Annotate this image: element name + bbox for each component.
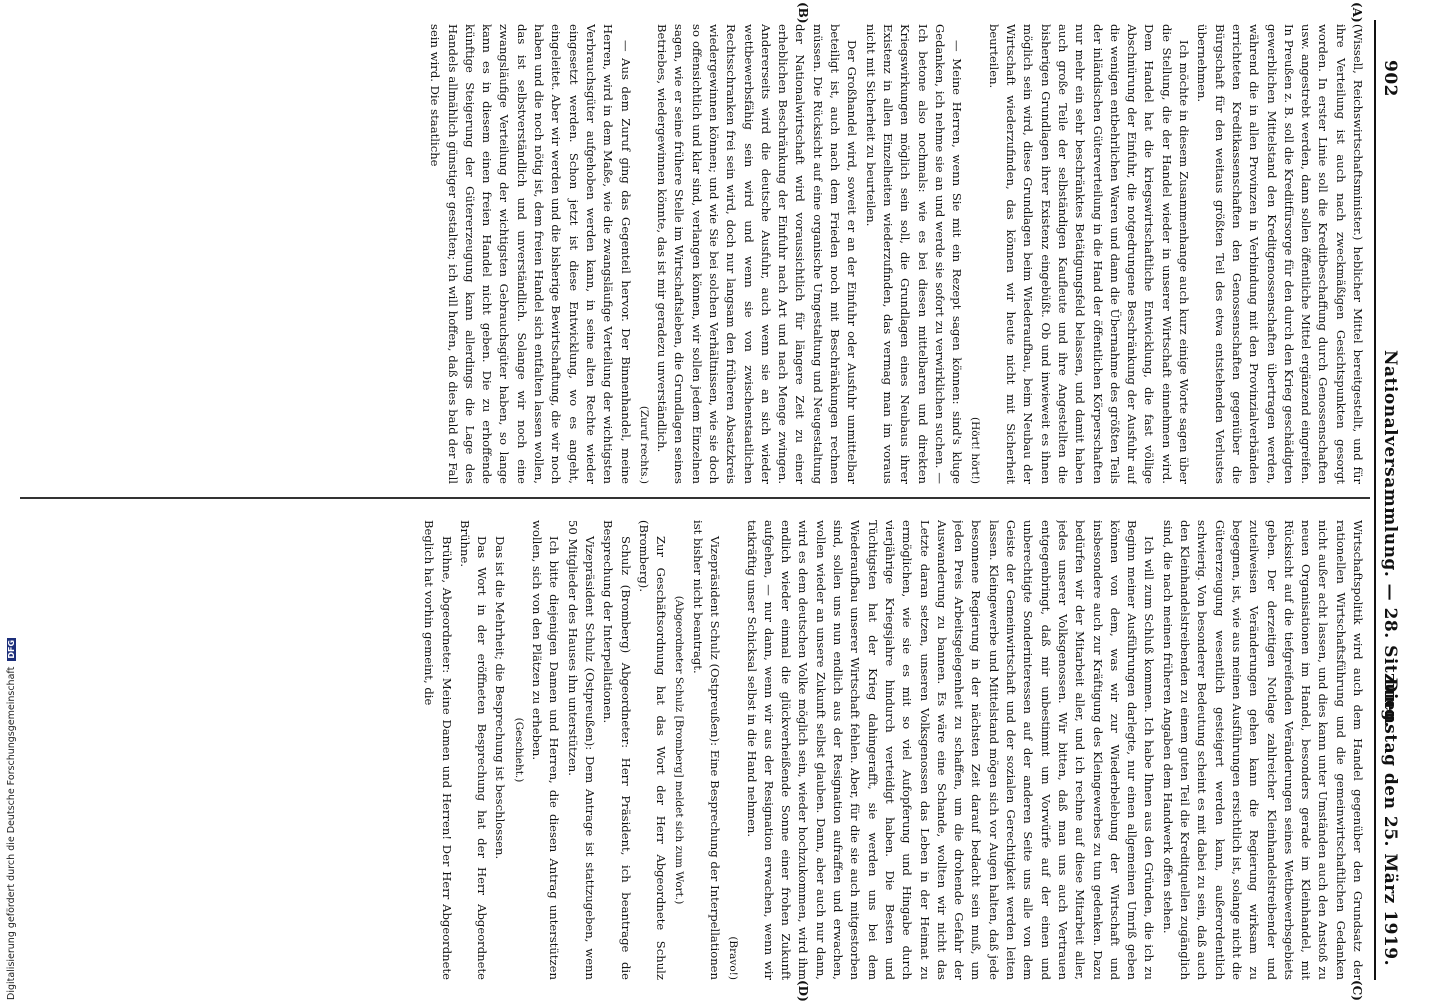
margin-marker-c: (C) <box>1350 980 1364 1001</box>
paragraph: Der Großhandel wird, soweit er an der Einfuhr oder Ausfuhr unmittelbar beteiligt ist, auch nach dem Frieden noch mit Beschränkungen rechnen müssen. Die Rücksicht auf eine organische Umgestaltung und Neugestaltung der Nationalwirtschaft wird voraussichtlich für längere Zeit zu einer erheblichen Beschränkung der Einfuhr nach Art und nach Menge zwingen. Andererseits wird die deutsche Ausfuhr, auch wenn sie an sich wieder wettbewerbsfähig sein wird und wenn sie von zwischenstaatlichen Rechtsschranken frei sein wird, doch nur langsam den früheren Absatzkreis wiedergewinnen können; und wie Sie bei solchen Verhältnissen, wie sie doch so offensichtlich und klar sind, verlangen können, wir sollen jedem Einzelnen sagen, wie er seine frühere Stelle im Wirtschaftsleben, die Grundlagen seines Betriebes, wiedergewinnen könnte, das ist mir geradezu unverständlich. <box>655 24 860 484</box>
applause: (Bravo!) <box>727 936 740 980</box>
interjection: (Hört! hört!) <box>969 416 982 484</box>
paragraph: (Wissell, Reichswirtschaftsminister.) heblicher Mittel bereitgestellt, und für ihre Verteilung ist auch nach zweckmäßigen Gesichtspunkten gesorgt worden. In erster Linie soll die Kreditbeschaffung durch Genossenschaften usw. angestrebt werden, dann sollen öffentliche Mittel ergänzend eingreifen. In Preußen z. B. soll die Kreditfürsorge für den durch den Krieg geschädigten gewerblichen Mittelstand den Kreditgenossenschaften übertragen werden, während die in allen Provinzen in Verbindung mit den Provinzialverbänden errichteten Kreditkassenschaften den Genossenschaften gegenüber die Bürgschaft für den weitaus größten Teil des etwa entstehenden Verlustes übernehmen. <box>1195 24 1365 484</box>
dfg-credit-text: Digitalisierung gefördert durch die Deutsche Forschungsgemeinschaft <box>6 666 17 1000</box>
paragraph: Wirtschaftspolitik wird auch dem Handel gegenüber den Grundsatz der rationellen Wirtschaftsführung und die gemeinwirtschaftlichen Gedanken nicht außer acht lassen, und dies kann unter Umständen auch den Anstoß zu neuen Organisationen im Handel, besonders gerade im Kleinhandel, mit Rücksicht auf die tiefgreifenden Veränderungen seines Wettbewerbsgebiets geben. Der derzeitigen Notlage zahlreicher Kleinhandelstreibender und zuteilweisen Veränderungen gehen kann die Regierung wirksam zu begegnen, ist, wie aus meinen Ausführungen ersichtlich ist, solange nicht die Gütererzeugung wesentlich gesteigert werden kann, außerordentlich schwierig. Von besonderer Bedeutung scheint es mit dabei zu sein, daß auch den Kleinhandelstreibenden zu einem guten Teil die Kreditquellen zugänglich sind, die nach meinen früheren Angaben dem Handwerk offen stehen. <box>1160 520 1365 980</box>
paragraph: Brühne, Abgeordneter: Meine Damen und Herren! Der Herr Abgeordnete Beglich hat vorhin gemeint, die <box>422 520 454 980</box>
paragraph: Zur Geschäftsordnung hat das Wort der Herr Abgeordnete Schulz (Bromberg). <box>636 520 669 980</box>
stage-note: (Geschieht.) <box>512 717 525 783</box>
margin-marker-d: (D) <box>796 980 810 1002</box>
header-date: Dienstag den 25. März 1919. <box>1380 677 1400 966</box>
paragraph: Vizepräsident Schulz (Ostpreußen): Eine Besprechung der Interpellationen ist bisher nicht beantragt. <box>690 520 723 980</box>
margin-marker-a: (A) <box>1350 2 1364 23</box>
header-rule <box>1374 20 1376 980</box>
dfg-credit <box>6 638 17 1000</box>
header-title: Nationalversammlung. — 28. Sitzung. <box>1380 350 1400 728</box>
margin-marker-b: (B) <box>796 2 810 24</box>
paragraph: Ich bitte diejenigen Damen und Herren, die diesen Antrag unterstützen wollen, sich von den Plätzen zu erheben. <box>530 520 562 980</box>
interjection: (Zuruf rechts.) <box>637 405 650 484</box>
paragraph: Ich will zum Schluß kommen. Ich habe Ihnen aus den Gründen, die ich zu Beginn meiner Ausführungen darlegte, nur einen allgemeinen Umriß geben können von dem, was wir zur Wiederbelebung der Wirtschaft und insbesondere auch zur Kräftigung des Kleingewerbes zu tun gedenken. Dazu bedürfen wir der Mitarbeit aller, und ich rechne auf diese Mitarbeit aller, jedes unserer Volksgenossen. Wir bitten, daß man uns auch Vertrauen entgegenbringt, daß mir unbestimmt um Vorwürfe auf der einen und unberechtigte Sonderinteressen auf der anderen Seite uns alle von dem Geiste der Gemeinwirtschaft und der sozialen Gerechtigkeit werden leiten lassen. Kleingewerbe und Mittelstand mögen sich vor Augen halten, daß jede besonnene Regierung in der nächsten Zeit darauf bedacht sein muß, um jeden Preis Arbeitsgelegenheit zu schaffen, um die drohende Gefahr der Auswanderung zu bannen. Es wäre eine Schande, wollten wir nicht das Letzte daran setzen, unseren Volksgenossen das Leben in der Heimat zu ermöglichen, wie sie es mit so viel Aufopferung und Hingabe durch vierjährige Kriegsjahre hindurch verteidigt haben. Die Besten und Tüchtigsten hat der Krieg dahingerafft, sie werden uns bei dem Wiederaufbau unserer Wirtschaft fehlen. Aber, für die sie auch mitgestorben sind, sollen uns nun endlich aus der Resignation aufraffen und erwachen, wollen wieder an unsere Zukunft selbst glauben. Dann, aber auch nur dann, wird es dem deutschen Volke möglich sein, wieder hochzukommen, wird ihm endlich wieder einmal die glückverheißende Sonne einer frohen Zukunft aufgehen, — nur dann, wenn wir aus der Resignation erwachen, wenn wir tatkräftig unser Schicksal selbst in die Hand nehmen. <box>744 520 1157 980</box>
paragraph: — Meine Herren, wenn Sie mit ein Rezept sagen können: sind's kluge Gedanken, ich nehme sie an und werde sie sofort zu verwirklichen suchen. — Ich betone also nochmals: wie es bei diesen mittelbaren und direkten Kriegswirkungen möglich sein soll, die Grundlagen eines Neubaus ihrer Existenz in allen Einzelheiten wiederzufinden, das vermag man im voraus nicht mit Sicherheit zu beurteilen. <box>863 24 965 484</box>
paragraph: — Aus dem Zuruf ging das Gegenteil hervor. Der Binnenhandel, meine Herren, wird in dem Maße, wie die zwangsläufige Verteilung der wichtigsten Verbrauchsgüter aufgehoben werden kann, in seine alten Rechte wieder eingesetzt werden. Schon jetzt ist diese Entwicklung, wo es angeht, eingeleitet. Aber wir werden und die bisherige Bewirtschaftung, die wir noch haben und die noch nötig ist, dem freien Handel sich entfalten lassen wollen, das ist selbstverständlich und unverständlich. Solange wir noch eine zwangsläufige Verteilung der wichtigsten Gebrauchsgüter haben, so lange kann es in diesem einen freien Handel nicht geben. Die zu erhoffende künftige Steigerung der Gütererzeugung kann allerdings die Lage des Handels allmählich günstiger gestalten; ich will hoffen, daß dies bald der Fall sein wird. Die staatliche <box>428 24 633 484</box>
paragraph: Schulz (Bromberg) Abgeordneter: Herr Präsident, ich beantrage die Besprechung der Interpellationen. <box>601 520 633 980</box>
stage-note: (Abgeordneter Schulz [Bromberg] meldet sich zum Wort.) <box>673 595 686 905</box>
paragraph: Vizepräsident Schulz (Ostpreußen): Dem Antrage ist stattzugeben, wenn 50 Mitglieder des Hauses ihn unterstützen. <box>565 520 597 980</box>
page-header <box>1372 20 1402 980</box>
paragraph: Das Wort in der eröffneten Besprechung hat der Herr Abgeordnete Brühne. <box>457 520 490 980</box>
page-number: 902 <box>1380 60 1400 97</box>
paragraph: Ich möchte in diesem Zusammenhange auch kurz einige Worte sagen über die Stellung, die der Handel wieder in unserer Wirtschaft einnehmen wird. Dem Handel hat die kriegswirtschaftliche Entwicklung, die fast völlige Abschnürung der Einfuhr, die notgedrungene Beschränkung der Ausfuhr auf die wenigen entbehrlichen Waren und dann die Übernahme des größten Teils der inländischen Güterverteilung in die Hand der öffentlichen Körperschaften nur mehr ein sehr beschränktes Betätigungsfeld belassen, und damit haben auch große Teile der selbständigen Kaufleute und ihre Angestellten die bisherigen Grundlagen ihrer Existenz eingebüßt. Ob und inwieweit es ihnen möglich sein wird, diese Grundlagen beim Wiederaufbau, beim Neubau der Wirtschaft wiederzufinden, das können wir heute nicht mit Sicherheit beurteilen. <box>986 24 1192 484</box>
left-column <box>14 24 1366 484</box>
paragraph: Das ist die Mehrheit; die Besprechung ist beschlossen. <box>493 536 508 860</box>
column-divider <box>20 497 1370 499</box>
right-column <box>14 520 1366 980</box>
dfg-logo: DFG <box>7 639 16 659</box>
